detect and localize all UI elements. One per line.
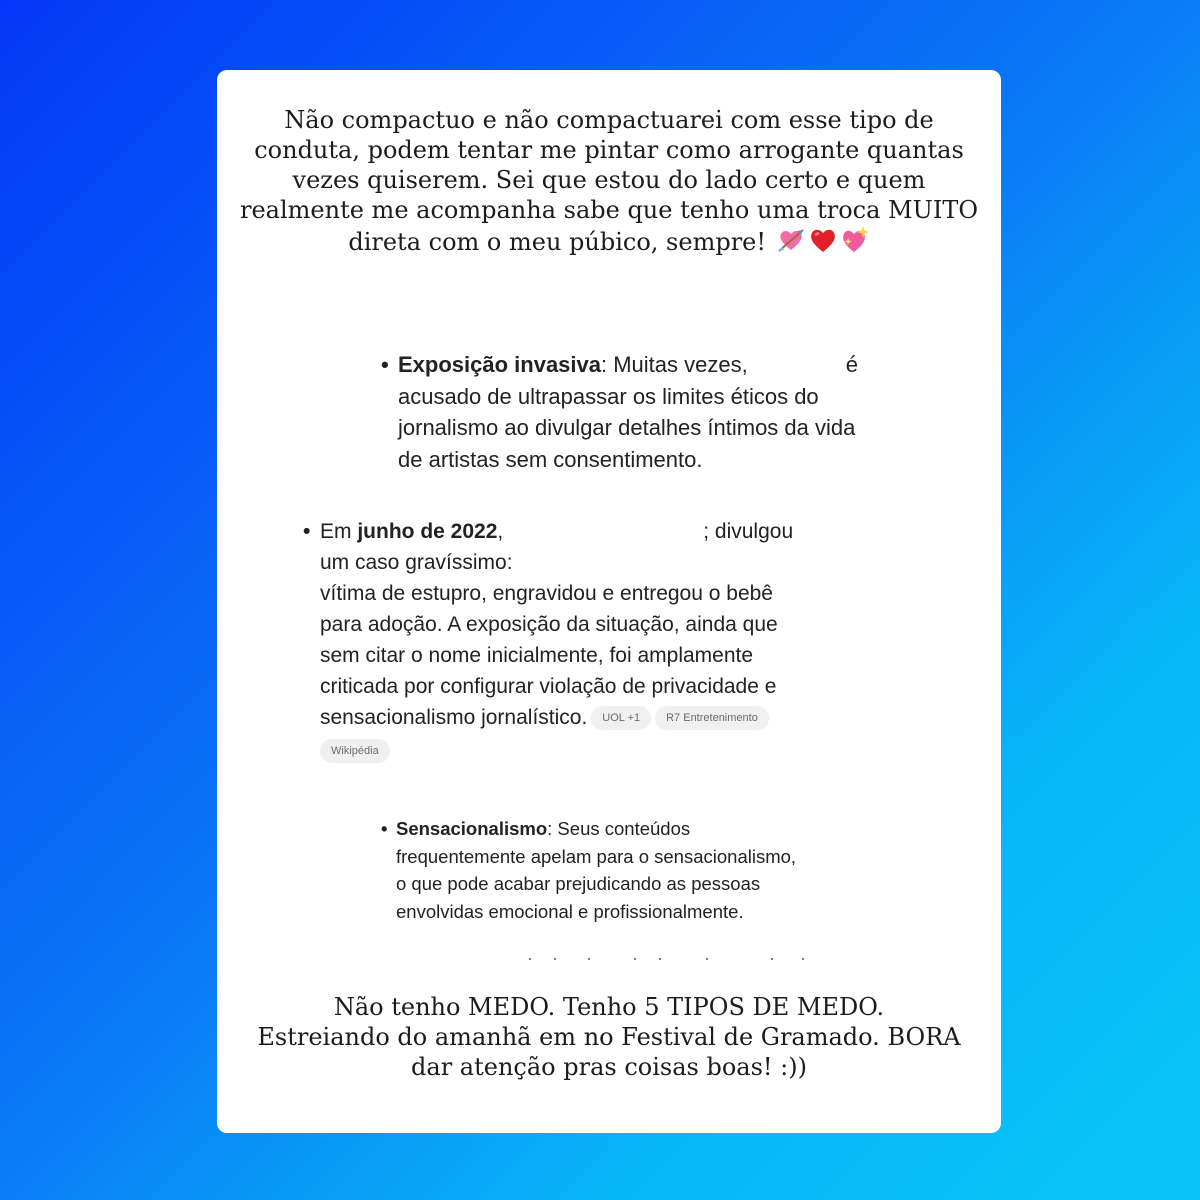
bullet-exposicao-invasiva bbox=[381, 349, 858, 475]
bullet-line bbox=[320, 516, 793, 547]
bullet-line: o que pode acabar prejudicando as pessoas bbox=[396, 873, 761, 894]
caption-line: conduta, podem tentar me pintar como arrogante quantas bbox=[254, 136, 964, 164]
top-caption bbox=[217, 105, 1001, 257]
bullet-line: envolvidas emocional e profissionalmente. bbox=[396, 900, 744, 922]
redacted-area bbox=[503, 522, 703, 542]
bullet-text: ; divulgou bbox=[703, 520, 794, 543]
caption-line: Não tenho MEDO. Tenho 5 TIPOS DE MEDO. bbox=[333, 993, 885, 1021]
cropped-text-residue bbox=[527, 957, 807, 961]
caption-line: Estreiando do amanhã em no Festival de Gramado. BORA bbox=[257, 1023, 961, 1051]
bullet-sensacionalismo bbox=[381, 815, 797, 925]
bullet-line: sem citar o nome inicialmente, foi amplamente bbox=[320, 644, 754, 667]
caption-line-last bbox=[217, 225, 1001, 257]
bullet-text: sensacionalismo jornalístico. bbox=[320, 706, 588, 729]
bullet-text: Em bbox=[320, 520, 358, 543]
bullet-title: Sensacionalismo bbox=[396, 818, 548, 839]
bullet-line bbox=[398, 349, 858, 381]
source-chip-row bbox=[320, 735, 793, 766]
bullet-dot: • bbox=[381, 352, 389, 377]
caption-line: realmente me acompanha sabe que tenho uma troca MUITO bbox=[240, 196, 978, 224]
bullet-line: acusado de ultrapassar os limites éticos do bbox=[398, 383, 819, 409]
bullet-junho-2022 bbox=[303, 516, 794, 766]
bullet-line: de artistas sem consentimento. bbox=[398, 446, 703, 472]
bullet-line: jornalismo ao divulgar detalhes íntimos da vida bbox=[398, 415, 856, 440]
bullet-line: para adoção. A exposição da situação, ainda que bbox=[320, 613, 778, 636]
bullet-text: : Muitas vezes, bbox=[601, 352, 748, 377]
bullet-dot: • bbox=[303, 520, 311, 543]
heart-with-arrow-icon bbox=[776, 225, 806, 255]
story-card bbox=[217, 70, 1001, 1133]
bullet-bold-text: junho de 2022 bbox=[357, 520, 498, 543]
caption-line: dar atenção pras coisas boas! :)) bbox=[411, 1053, 807, 1081]
bullet-text: : Seus conteúdos bbox=[547, 818, 691, 839]
bullet-text: , bbox=[497, 520, 504, 543]
redacted-area bbox=[748, 356, 846, 376]
bullet-dot: • bbox=[381, 818, 388, 839]
bullet-title: Exposição invasiva bbox=[398, 352, 601, 377]
caption-line: vezes quiserem. Sei que estou do lado certo e quem bbox=[292, 166, 926, 194]
bullet-line: criticada por configurar violação de privacidade e bbox=[320, 675, 777, 698]
caption-line-text: direta com o meu púbico, sempre! bbox=[348, 228, 767, 256]
red-heart-icon bbox=[808, 225, 838, 255]
source-chip-r7[interactable]: R7 Entretenimento bbox=[655, 706, 769, 730]
bullet-text: é bbox=[845, 352, 858, 377]
bullet-line: vítima de estupro, engravidou e entregou o bebê bbox=[320, 582, 773, 605]
source-chip-uol[interactable]: UOL +1 bbox=[591, 706, 651, 730]
bottom-caption bbox=[217, 992, 1001, 1082]
bullet-line: um caso gravíssimo: bbox=[320, 551, 513, 574]
caption-line: Não compactuo e não compactuarei com esse tipo de bbox=[284, 106, 934, 134]
bullet-line bbox=[320, 702, 793, 733]
bullet-line: frequentemente apelam para o sensacionalismo, bbox=[396, 845, 797, 867]
source-chip-wikipedia[interactable]: Wikipédia bbox=[320, 739, 390, 763]
sparkling-heart-icon bbox=[840, 225, 870, 255]
bullet-line bbox=[396, 815, 796, 843]
